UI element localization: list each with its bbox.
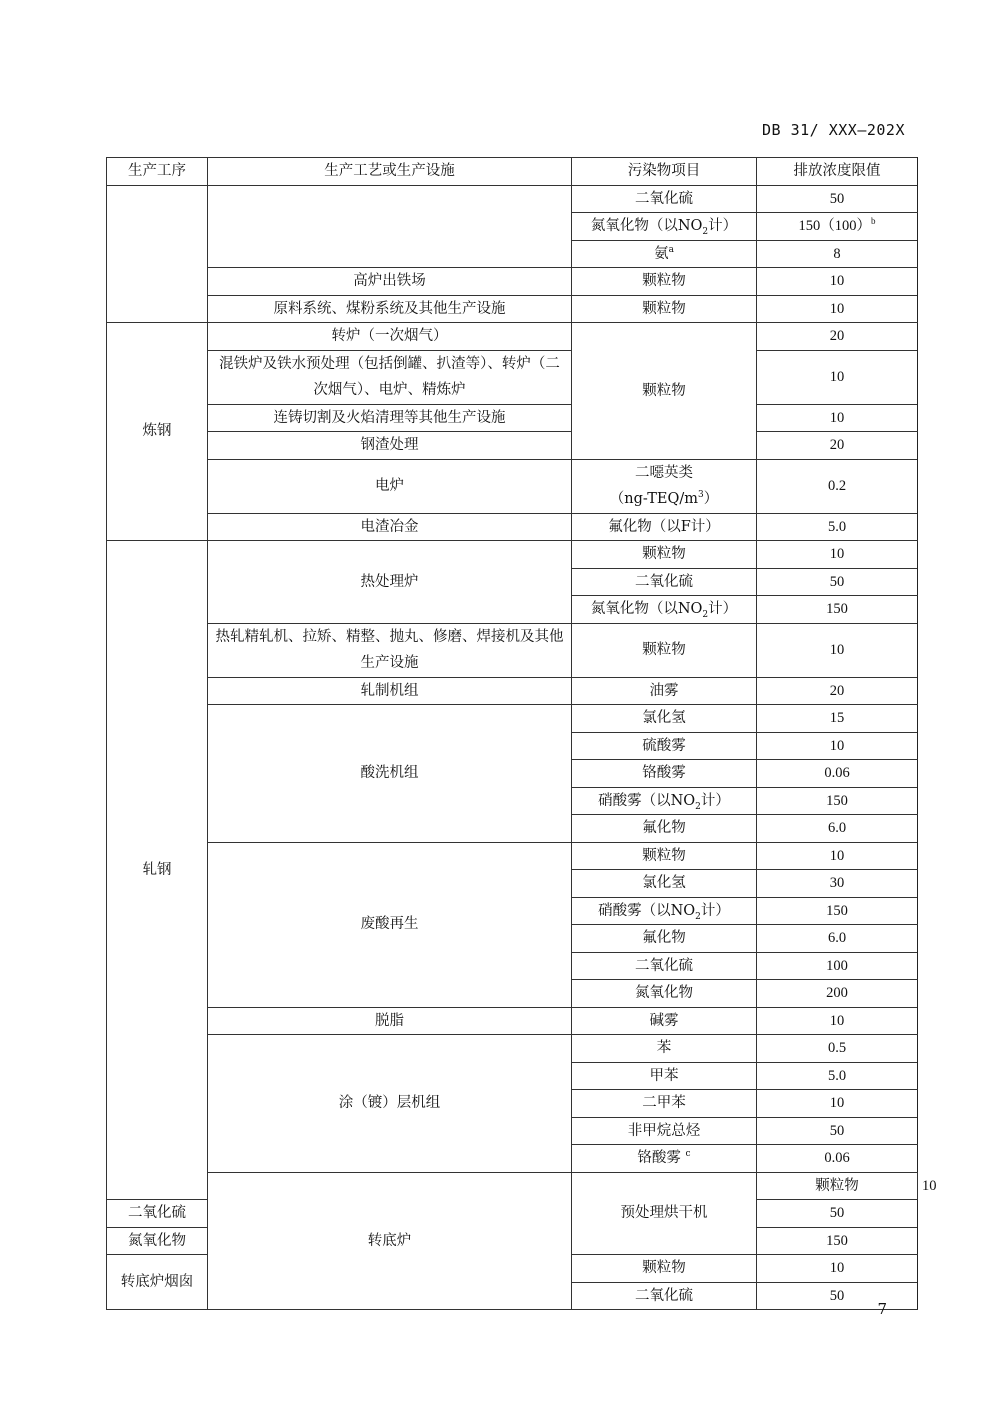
table-row [107, 541, 918, 569]
facility-cell: 转底炉烟囱 [107, 1255, 208, 1310]
pollutant-cell: 二甲苯 [572, 1090, 757, 1118]
limit-cell: 30 [757, 870, 918, 898]
pollutant-cell: 铬酸雾 $^c$ [572, 1145, 757, 1173]
table-row: 转底炉 预处理烘干机 颗粒物 10 [107, 1172, 918, 1200]
limit-cell: 150 [757, 897, 918, 925]
process-cell-continued [107, 185, 208, 323]
pollutant-cell: 颗粒物 [572, 623, 757, 677]
table-row [107, 459, 918, 513]
table-row [107, 623, 918, 677]
facility-cell: 高炉出铁场 [208, 268, 572, 296]
pollutant-cell: 氯化氢 [572, 870, 757, 898]
limit-cell: 50 [757, 1282, 918, 1310]
limit-cell: 10 [757, 732, 918, 760]
pollutant-cell: 氮氧化物（以$NO_2$计） [572, 596, 757, 624]
limit-cell: 150 [757, 787, 918, 815]
table-row [107, 513, 918, 541]
pollutant-cell: 铬酸雾 [572, 760, 757, 788]
facility-cell: 酸洗机组 [208, 705, 572, 843]
pollutant-cell: 颗粒物 [572, 295, 757, 323]
facility-cell: 热处理炉 [208, 541, 572, 624]
table-header-row [107, 158, 918, 186]
limit-cell: 5.0 [757, 1062, 918, 1090]
limit-cell: 20 [757, 677, 918, 705]
process-cell-rolling: 轧钢 [107, 541, 208, 1200]
limit-cell: 10 [757, 295, 918, 323]
limit-cell: 150 [757, 596, 918, 624]
pollutant-cell: 二氧化硫 [572, 568, 757, 596]
header-facility: 生产工艺或生产设施 [208, 158, 572, 186]
facility-cell: 脱脂 [208, 1007, 572, 1035]
table-row [107, 323, 918, 351]
process-cell-rhf: 转底炉 [208, 1172, 572, 1310]
pollutant-cell: 甲苯 [572, 1062, 757, 1090]
table-row [107, 404, 918, 432]
pollutant-cell: 硝酸雾（以$NO_2$计） [572, 897, 757, 925]
limit-cell: 200 [757, 980, 918, 1008]
pollutant-cell: 氮氧化物 [107, 1227, 208, 1255]
limit-cell: 150（100）$^b$ [757, 213, 918, 241]
document-code: DB 31/ XXX—202X [762, 121, 905, 139]
pollutant-cell: 颗粒物 [572, 268, 757, 296]
limit-cell: 50 [757, 568, 918, 596]
limit-cell: 20 [757, 323, 918, 351]
limit-cell: 5.0 [757, 513, 918, 541]
pollutant-cell: 氯化氢 [572, 705, 757, 733]
limit-cell: 15 [757, 705, 918, 733]
table-row [107, 677, 918, 705]
facility-cell: 预处理烘干机 [572, 1172, 757, 1255]
page-number: 7 [877, 1300, 887, 1318]
limit-cell: 6.0 [757, 925, 918, 953]
facility-cell: 涂（镀）层机组 [208, 1035, 572, 1173]
facility-cell: 钢渣处理 [208, 432, 572, 460]
pollutant-cell: 二氧化硫 [572, 952, 757, 980]
facility-cell: 连铸切割及火焰清理等其他生产设施 [208, 404, 572, 432]
pollutant-cell: 碱雾 [572, 1007, 757, 1035]
limit-cell: 10 [757, 404, 918, 432]
limit-cell: 0.06 [757, 1145, 918, 1173]
pollutant-cell: 颗粒物 [572, 842, 757, 870]
limit-cell: 10 [757, 1255, 918, 1283]
pollutant-cell: 二氧化硫 [572, 185, 757, 213]
limit-cell: 0.2 [757, 459, 918, 513]
pollutant-cell: 氟化物（以F计） [572, 513, 757, 541]
footnote-marker: a [668, 244, 674, 255]
pollutant-cell: 氨$^a$ [572, 240, 757, 268]
table-row [107, 432, 918, 460]
table-row [107, 268, 918, 296]
limit-cell: 10 [757, 1007, 918, 1035]
facility-cell: 混铁炉及铁水预处理（包括倒罐、扒渣等）、转炉（二次烟气）、电炉、精炼炉 [208, 350, 572, 404]
limit-cell: 50 [757, 1200, 918, 1228]
limit-cell: 10 [757, 623, 918, 677]
table-row [107, 1035, 918, 1063]
pollutant-cell: 颗粒物 [572, 323, 757, 460]
limit-cell: 150 [757, 1227, 918, 1255]
pollutant-cell: 颗粒物 [572, 1255, 757, 1283]
table-row [107, 842, 918, 870]
pollutant-cell: 氮氧化物（以$NO_2$计） [572, 213, 757, 241]
pollutant-cell: 颗粒物 [757, 1172, 918, 1200]
limit-cell: 8 [757, 240, 918, 268]
limit-cell: 10 [757, 541, 918, 569]
limit-cell: 20 [757, 432, 918, 460]
limit-cell: 50 [757, 185, 918, 213]
pollutant-cell: 二噁英类 $(ng-TEQ/m^3)$ [572, 459, 757, 513]
limit-cell: 0.06 [757, 760, 918, 788]
facility-cell-continued [208, 185, 572, 268]
pollutant-cell: 氮氧化物 [572, 980, 757, 1008]
emission-limits-table [106, 157, 937, 1310]
table-row [107, 350, 918, 404]
pollutant-cell: 苯 [572, 1035, 757, 1063]
facility-cell: 热轧精轧机、拉矫、精整、抛丸、修磨、焊接机及其他生产设施 [208, 623, 572, 677]
facility-cell: 原料系统、煤粉系统及其他生产设施 [208, 295, 572, 323]
pollutant-cell: 氟化物 [572, 815, 757, 843]
limit-cell: 10 [757, 268, 918, 296]
limit-cell: 10 [757, 842, 918, 870]
pollutant-cell: 二氧化硫 [572, 1282, 757, 1310]
facility-cell: 转炉（一次烟气） [208, 323, 572, 351]
limit-cell: 100 [757, 952, 918, 980]
pollutant-cell: 非甲烷总烃 [572, 1117, 757, 1145]
limit-cell: 10 [757, 1090, 918, 1118]
header-limit: 排放浓度限值 [757, 158, 918, 186]
table-row [107, 705, 918, 733]
limit-cell: 0.5 [757, 1035, 918, 1063]
footnote-marker: b [871, 216, 876, 227]
pollutant-cell: 油雾 [572, 677, 757, 705]
pollutant-cell: 颗粒物 [572, 541, 757, 569]
limit-cell: 6.0 [757, 815, 918, 843]
pollutant-cell: 氟化物 [572, 925, 757, 953]
pollutant-cell: 硝酸雾（以$NO_2$计） [572, 787, 757, 815]
facility-cell: 电渣冶金 [208, 513, 572, 541]
facility-cell: 电炉 [208, 459, 572, 513]
header-process: 生产工序 [107, 158, 208, 186]
header-pollutant: 污染物项目 [572, 158, 757, 186]
process-cell-steelmaking: 炼钢 [107, 323, 208, 541]
footnote-marker: c [685, 1149, 691, 1160]
table-row [107, 1007, 918, 1035]
facility-cell: 废酸再生 [208, 842, 572, 1007]
facility-cell: 轧制机组 [208, 677, 572, 705]
pollutant-cell: 硫酸雾 [572, 732, 757, 760]
pollutant-cell: 二氧化硫 [107, 1200, 208, 1228]
table-row [107, 185, 918, 213]
table-row [107, 295, 918, 323]
limit-cell: 10 [757, 350, 918, 404]
limit-cell: 50 [757, 1117, 918, 1145]
